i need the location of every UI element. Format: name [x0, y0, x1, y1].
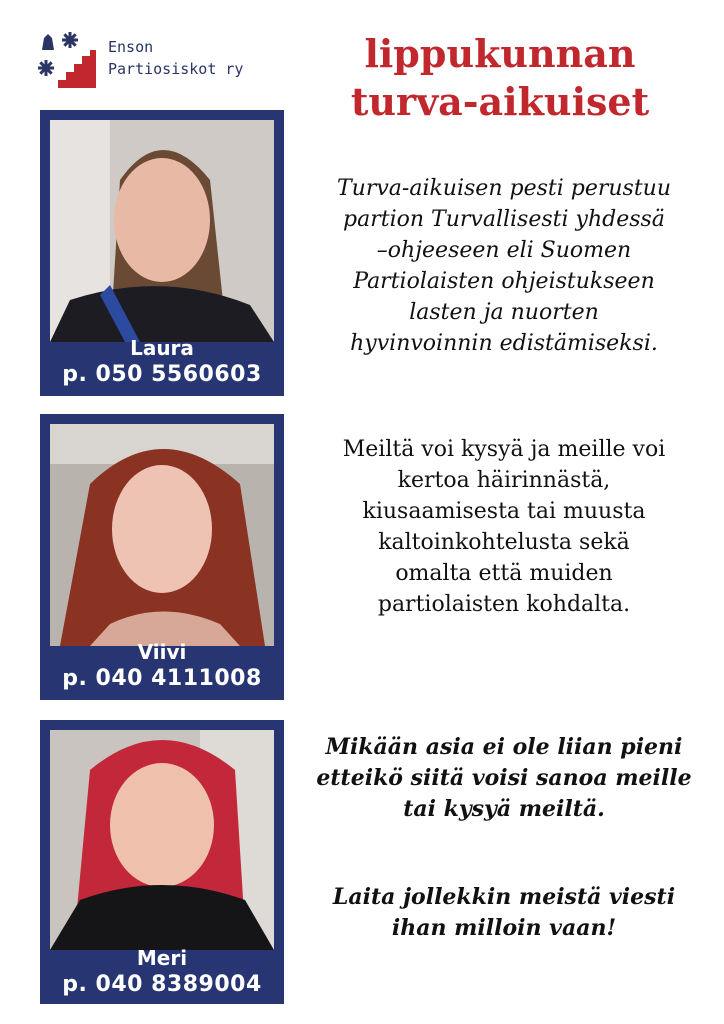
text-line: kiusaamisesta tai muusta	[362, 499, 646, 524]
contact-card-meri	[40, 720, 284, 1004]
encouragement-paragraph	[314, 732, 694, 825]
text-line: Laita jollekkin meistä viesti	[332, 884, 676, 910]
contact-phone[interactable]: p. 050 5560603	[62, 362, 262, 387]
contact-phone[interactable]: p. 040 8389004	[62, 972, 262, 997]
text-line: kaltoinkohtelusta sekä	[378, 530, 630, 555]
text-line: ihan milloin vaan!	[391, 915, 617, 941]
title-line1: lippukunnan	[364, 31, 636, 76]
closing-paragraph	[314, 882, 694, 944]
org-name-line1: Enson	[108, 38, 154, 56]
org-logo	[38, 32, 298, 90]
text-line: partion Turvallisesti yhdessä	[343, 207, 665, 232]
contact-name: Viivi	[137, 640, 187, 664]
text-line: lasten ja nuorten	[409, 300, 599, 325]
contact-phone[interactable]: p. 040 4111008	[62, 666, 262, 691]
contact-name: Meri	[136, 946, 188, 970]
title-line2: turva-aikuiset	[350, 79, 650, 124]
text-line: partiolaisten kohdalta.	[377, 592, 631, 617]
text-line: Partiolaisten ohjeistukseen	[353, 269, 655, 294]
info-paragraph	[314, 434, 694, 620]
text-line: etteikö siitä voisi sanoa meille	[316, 765, 692, 791]
text-line: Mikään asia ei ole liian pieni	[325, 734, 683, 760]
text-line: –ohjeeseen eli Suomen	[376, 238, 632, 263]
text-line: tai kysyä meiltä.	[403, 796, 605, 822]
contact-card-viivi	[40, 414, 284, 700]
contact-name: Laura	[130, 336, 194, 360]
text-line: Turva-aikuisen pesti perustuu	[336, 176, 672, 201]
scout-logo-icon	[38, 32, 98, 90]
contact-card-laura	[40, 110, 284, 396]
text-line: omalta että muiden	[395, 561, 613, 586]
page-title	[330, 30, 670, 126]
org-name	[108, 36, 243, 80]
portrait-photo	[50, 424, 274, 646]
text-line: hyvinvoinnin edistämiseksi.	[350, 331, 658, 356]
portrait-photo	[50, 730, 274, 950]
org-name-line2: Partiosiskot ry	[108, 60, 244, 78]
text-line: Meiltä voi kysyä ja meille voi	[342, 437, 666, 462]
text-line: kertoa häirinnästä,	[397, 468, 611, 493]
intro-paragraph	[314, 173, 694, 359]
portrait-photo	[50, 120, 274, 342]
